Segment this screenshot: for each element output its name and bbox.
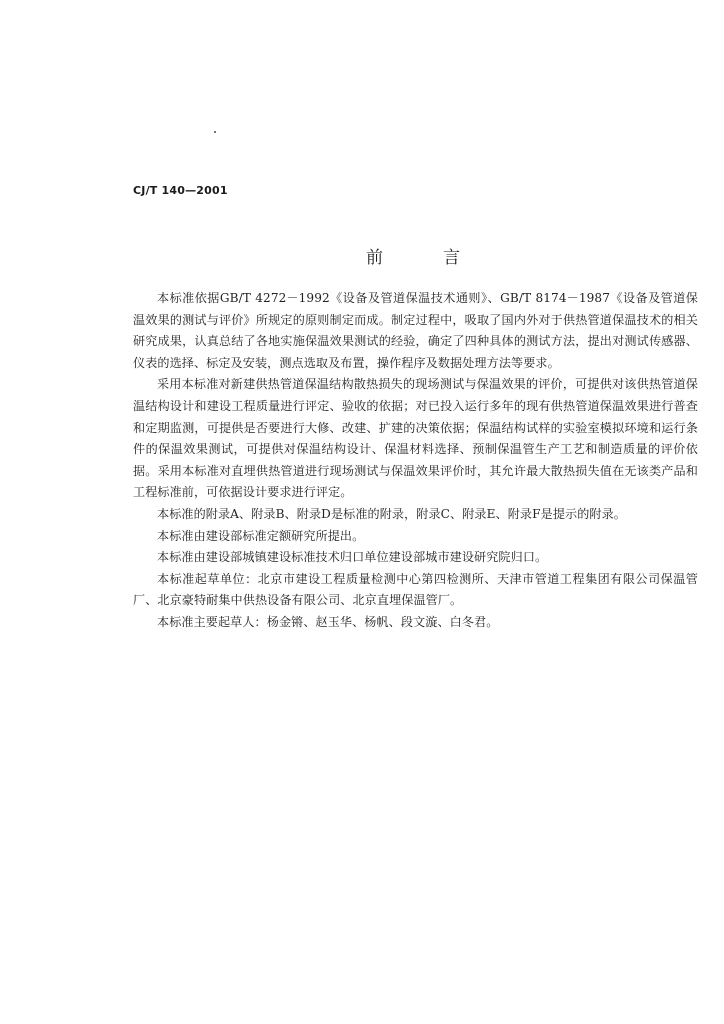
foreword-body (133, 288, 698, 634)
standard-code: CJ/T 140—2001 (133, 184, 228, 197)
scan-speck (214, 131, 216, 133)
paragraph-administrator: 本标准由建设部城镇建设标准技术归口单位建设部城市建设研究院归口。 (157, 550, 548, 565)
paragraph-drafters: 本标准主要起草人：杨金锵、赵玉华、杨帆、段文漩、白冬君。 (157, 614, 499, 629)
paragraph-drafting-units: 本标准起草单位：北京市建设工程质量检测中心第四检测所、天津市管道工程集团有限公司保温管厂、北京豪特耐集中供热设备有限公司、北京直埋保温管厂。 (133, 571, 698, 608)
paragraph-basis: 本标准依据GB/T 4272－1992《设备及管道保温技术通则》、GB/T 8174－1987《设备及管道保温效果的测试与评价》所规定的原则制定而成。制定过程中，吸取了国内外对于供热管道保温技术的相关研究成果，认真总结了各地实施保温效果测试的经验，确定了四种具体的测试方法，提出对测试传感器、仪表的选择、标定及安装，测点选取及布置，操作程序及数据处理方法等要求。 (133, 291, 698, 370)
paragraph-appendices: 本标准的附录A、附录B、附录D是标准的附录，附录C、附录E、附录F是提示的附录。 (157, 506, 626, 521)
paragraph-application: 采用本标准对新建供热管道保温结构散热损失的现场测试与保温效果的评价，可提供对该供热管道保温结构设计和建设工程质量进行评定、验收的依据；对已投入运行多年的现有供热管道保温效果进行普查和定期监测，可提供是否要进行大修、改建、扩建的决策依据；保温结构试样的实验室模拟环境和运行条件的保温效果测试，可提供对保温结构设计、保温材料选择、预制保温管生产工艺和制造质量的评价依据。采用本标准对直埋供热管道进行现场测试与保温效果评价时，其允许最大散热损失值在无该类产品和工程标准前，可依据设计要求进行评定。 (133, 377, 698, 500)
page-title: 前言 (366, 248, 520, 268)
paragraph-proposer: 本标准由建设部标准定额研究所提出。 (157, 528, 365, 543)
